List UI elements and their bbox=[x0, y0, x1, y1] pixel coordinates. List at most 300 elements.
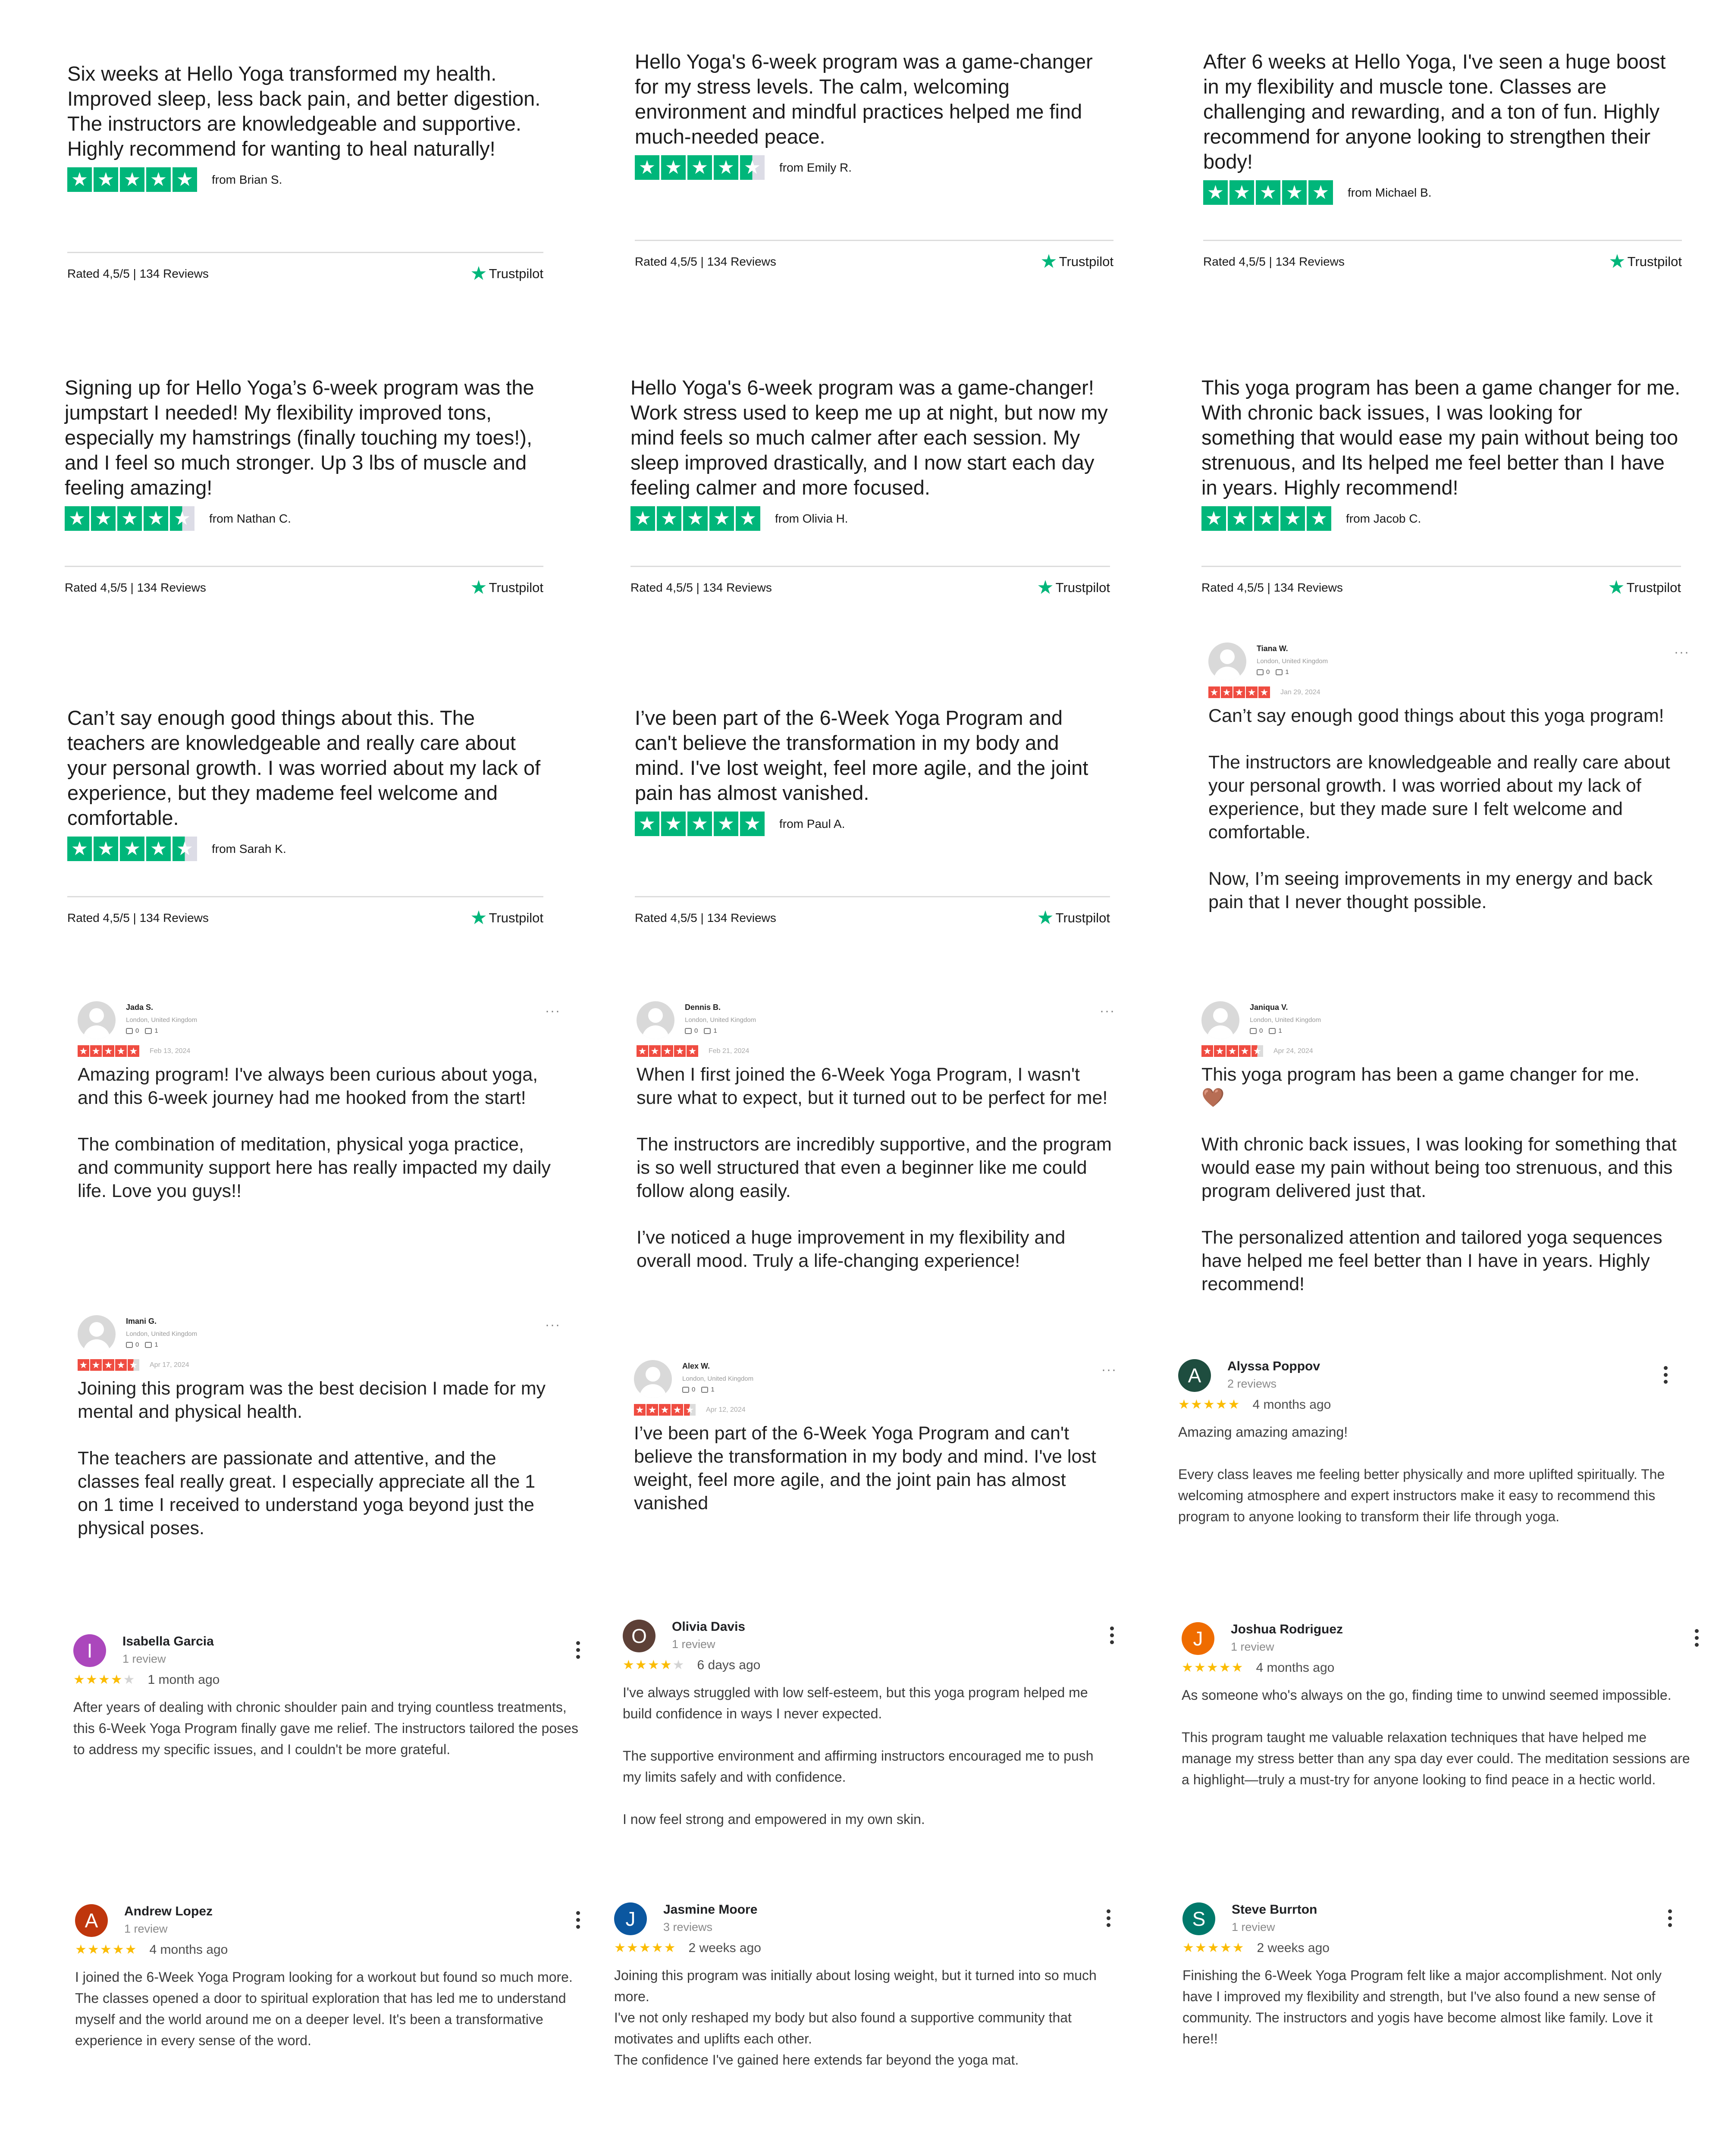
reviewer-name: from Brian S. bbox=[212, 172, 282, 186]
reviewer-header bbox=[1201, 1001, 1680, 1039]
star-icon: ★ bbox=[1215, 1398, 1228, 1412]
star-icon: ★ bbox=[1194, 1661, 1207, 1675]
review-count-icon bbox=[682, 1387, 689, 1393]
star-icon: ★ bbox=[1232, 1941, 1245, 1955]
star-icon: ★ bbox=[115, 1045, 127, 1057]
star-icon: ★ bbox=[634, 1404, 646, 1416]
reviewer-header bbox=[623, 1620, 1114, 1652]
rated-summary: Rated 4,5/5 | 134 Reviews bbox=[630, 581, 772, 594]
rating-row bbox=[634, 1404, 1113, 1416]
star-rating bbox=[635, 155, 1113, 180]
reviewer-name[interactable]: Dennis B. bbox=[685, 1003, 721, 1012]
star-icon: ★ bbox=[1178, 1398, 1191, 1412]
star-icon: ★ bbox=[170, 506, 194, 531]
rated-summary: Rated 4,5/5 | 134 Reviews bbox=[635, 911, 776, 924]
photo-count-icon bbox=[704, 1028, 711, 1034]
star-icon: ★ bbox=[740, 812, 765, 836]
reviewer-name[interactable]: Joshua Rodriguez bbox=[1231, 1622, 1343, 1636]
rated-summary: Rated 4,5/5 | 134 Reviews bbox=[67, 267, 209, 280]
star-icon: ★ bbox=[100, 1943, 113, 1957]
star-rating bbox=[623, 1658, 685, 1673]
star-icon: ★ bbox=[67, 837, 92, 861]
social-review-card bbox=[637, 1001, 1115, 1320]
star-icon: ★ bbox=[630, 506, 655, 531]
rating-row bbox=[1182, 1940, 1672, 1955]
rating-row bbox=[614, 1940, 1111, 1955]
reviewer-header bbox=[637, 1001, 1115, 1039]
trustpilot-star-icon: ★ bbox=[1037, 907, 1054, 928]
star-icon: ★ bbox=[1228, 506, 1252, 531]
star-icon: ★ bbox=[1201, 506, 1226, 531]
star-icon: ★ bbox=[649, 1045, 661, 1057]
avatar[interactable] bbox=[637, 1001, 674, 1039]
rated-summary: Rated 4,5/5 | 134 Reviews bbox=[1201, 581, 1343, 594]
reviewer-review-count: 3 reviews bbox=[663, 1921, 713, 1934]
star-icon: ★ bbox=[1190, 1398, 1203, 1412]
star-icon: ★ bbox=[1282, 180, 1307, 205]
photo-count-icon bbox=[145, 1028, 152, 1034]
star-icon: ★ bbox=[1219, 1661, 1232, 1675]
trustpilot-logo[interactable] bbox=[1609, 253, 1682, 270]
star-icon: ★ bbox=[103, 1045, 114, 1057]
star-rating bbox=[1178, 1397, 1241, 1412]
photo-count-icon bbox=[701, 1387, 708, 1393]
star-icon: ★ bbox=[1254, 506, 1279, 531]
rating-row bbox=[1178, 1397, 1668, 1412]
photo-count-icon bbox=[1276, 669, 1283, 675]
star-icon: ★ bbox=[1203, 1398, 1216, 1412]
review-count-icon bbox=[126, 1028, 133, 1034]
star-icon: ★ bbox=[1195, 1941, 1208, 1955]
rating-row bbox=[1208, 686, 1690, 698]
trustpilot-wordmark: Trustpilot bbox=[1055, 580, 1110, 595]
trustpilot-logo[interactable] bbox=[1037, 909, 1110, 927]
reviewer-name[interactable]: Olivia Davis bbox=[672, 1620, 746, 1634]
google-review-card bbox=[1182, 1622, 1699, 1864]
reviewer-header bbox=[1178, 1359, 1668, 1392]
photo-count bbox=[1269, 1027, 1282, 1034]
review-text: Can’t say enough good things about this yoga program! The instructors are knowledgeable and really care about your personal growth. I was worried about my lack of experience, but they made sure I felt welcome and comfortable. Now, I’m seeing improvements in my energy and back pain that I never thought possible. bbox=[1208, 705, 1670, 912]
more-options-icon[interactable] bbox=[576, 1641, 580, 1662]
review-text: After 6 weeks at Hello Yoga, I've seen a huge boost in my flexibility and muscle tone. Classes are challenging and rewarding, and a ton of fun. Highly recommend for anyone looking to strengthen their body! bbox=[1203, 50, 1666, 173]
rated-summary: Rated 4,5/5 | 134 Reviews bbox=[1203, 255, 1345, 268]
reviewer-location: London, United Kingdom bbox=[1250, 1016, 1321, 1024]
star-icon: ★ bbox=[657, 506, 681, 531]
review-text: This yoga program has been a game changer for me. 🤎 With chronic back issues, I was looking for something that would ease my pain without being too strenuous, and this program delivered just that. The personalized attention and tailored yoga sequences have helped me feel better than I have in years. Highly recommend! bbox=[1201, 1064, 1677, 1294]
reviewer-name[interactable]: Steve Burrton bbox=[1232, 1902, 1317, 1917]
review-date: 2 weeks ago bbox=[688, 1940, 761, 1955]
photo-count-value: 1 bbox=[711, 1386, 715, 1393]
rating-row bbox=[73, 1672, 580, 1687]
photo-count-value: 1 bbox=[1278, 1027, 1282, 1034]
review-date: Apr 17, 2024 bbox=[150, 1361, 189, 1369]
star-icon: ★ bbox=[659, 1404, 671, 1416]
avatar[interactable]: A bbox=[1178, 1359, 1211, 1392]
review-count bbox=[1250, 1027, 1263, 1034]
star-rating bbox=[1182, 1940, 1245, 1955]
reviewer-name: from Sarah K. bbox=[212, 842, 286, 856]
reviewer-header bbox=[614, 1902, 1111, 1935]
more-options-icon[interactable] bbox=[1668, 1909, 1672, 1930]
reviewer-location: London, United Kingdom bbox=[126, 1016, 198, 1024]
review-date: 4 months ago bbox=[1252, 1397, 1331, 1412]
avatar[interactable]: I bbox=[73, 1634, 106, 1667]
photo-count-icon bbox=[145, 1342, 152, 1348]
star-icon: ★ bbox=[1228, 1398, 1241, 1412]
star-icon: ★ bbox=[125, 1943, 138, 1957]
review-footer bbox=[1203, 240, 1682, 270]
star-icon: ★ bbox=[674, 1045, 686, 1057]
trustpilot-star-icon: ★ bbox=[1040, 251, 1057, 272]
star-icon: ★ bbox=[664, 1941, 677, 1955]
review-footer bbox=[1201, 566, 1681, 596]
star-icon: ★ bbox=[110, 1673, 123, 1687]
reviewer-name[interactable]: Alyssa Poppov bbox=[1227, 1359, 1320, 1373]
review-text: Hello Yoga's 6-week program was a game-changer for my stress levels. The calm, welcoming environment and mindful practices helped me find much-needed peace. bbox=[635, 50, 1093, 148]
more-options-icon[interactable]: ··· bbox=[1674, 645, 1690, 659]
review-text: Joining this program was the best decision I made for my mental and physical health. The teachers are passionate and attentive, and the classes feal really great. I especially appreciate all the 1 on 1 time I received to understand yoga beyond just the physical poses. bbox=[78, 1378, 546, 1539]
photo-count-value: 1 bbox=[1285, 668, 1289, 676]
reviewer-name[interactable]: Jasmine Moore bbox=[663, 1902, 758, 1917]
reviewer-header bbox=[1182, 1902, 1672, 1935]
star-icon: ★ bbox=[1208, 686, 1220, 698]
review-text: Amazing program! I've always been curious about yoga, and this 6-week journey had me hooked from the start! The combination of meditation, physical yoga practice, and community support here has really impacted my daily life. Love you guys!! bbox=[78, 1064, 551, 1201]
star-icon: ★ bbox=[65, 506, 89, 531]
rating-row bbox=[623, 1658, 1114, 1673]
star-icon: ★ bbox=[1233, 686, 1245, 698]
star-icon: ★ bbox=[94, 167, 118, 192]
star-icon: ★ bbox=[146, 837, 171, 861]
trustpilot-star-icon: ★ bbox=[470, 907, 487, 928]
avatar[interactable] bbox=[78, 1001, 116, 1039]
star-icon: ★ bbox=[146, 167, 171, 192]
star-icon: ★ bbox=[637, 1045, 648, 1057]
trustpilot-star-icon: ★ bbox=[1609, 251, 1626, 272]
star-icon: ★ bbox=[172, 837, 197, 861]
review-count-icon bbox=[1250, 1028, 1257, 1034]
more-options-icon[interactable]: ··· bbox=[1101, 1363, 1117, 1377]
reviewer-name[interactable]: Tiana W. bbox=[1257, 644, 1288, 653]
trustpilot-logo[interactable] bbox=[1608, 579, 1681, 596]
more-options-icon[interactable] bbox=[1695, 1629, 1699, 1650]
reviewer-name: from Michael B. bbox=[1348, 185, 1432, 199]
trustpilot-star-icon: ★ bbox=[1608, 577, 1625, 598]
social-review-card bbox=[78, 1001, 561, 1269]
review-count-icon bbox=[126, 1342, 133, 1348]
star-icon: ★ bbox=[687, 155, 712, 180]
star-icon: ★ bbox=[646, 1404, 658, 1416]
star-icon: ★ bbox=[1182, 1661, 1194, 1675]
photo-count bbox=[1276, 668, 1289, 676]
trustpilot-review-card bbox=[67, 705, 543, 938]
reviewer-review-count: 1 review bbox=[122, 1652, 166, 1665]
more-options-icon[interactable]: ··· bbox=[545, 1318, 561, 1332]
star-icon: ★ bbox=[67, 167, 92, 192]
reviewer-name[interactable]: Andrew Lopez bbox=[124, 1904, 213, 1918]
reviewer-name: from Paul A. bbox=[779, 817, 845, 830]
star-icon: ★ bbox=[94, 837, 118, 861]
review-text: Signing up for Hello Yoga’s 6-week program was the jumpstart I needed! My flexibility improved tons, especially my hamstrings (finally touching my toes!), and I feel so much stronger. Up 3 lbs of muscle and feeling amazing! bbox=[65, 376, 534, 499]
star-icon: ★ bbox=[172, 167, 197, 192]
review-count bbox=[685, 1027, 698, 1034]
star-rating bbox=[630, 506, 1110, 531]
star-rating bbox=[78, 1359, 139, 1371]
review-footer bbox=[635, 896, 1110, 927]
reviewer-review-count: 1 review bbox=[124, 1922, 168, 1935]
avatar[interactable] bbox=[78, 1315, 116, 1353]
star-rating bbox=[1182, 1660, 1244, 1675]
trustpilot-review-card bbox=[1201, 375, 1681, 608]
social-review-card bbox=[634, 1360, 1117, 1584]
reviewer-counts bbox=[126, 1027, 197, 1034]
more-options-icon[interactable] bbox=[1107, 1909, 1111, 1930]
review-text: When I first joined the 6-Week Yoga Program, I wasn't sure what to expect, but it turned out to be perfect for me! The instructors are incredibly supportive, and the program is so well structured that even a beginner like me could follow along easily. I’ve noticed a huge improvement in my flexibility and overall mood. Truly a life-changing experience! bbox=[637, 1064, 1112, 1271]
star-icon: ★ bbox=[687, 812, 712, 836]
star-icon: ★ bbox=[684, 1404, 696, 1416]
star-rating bbox=[67, 167, 543, 192]
star-icon: ★ bbox=[90, 1359, 102, 1371]
more-options-icon[interactable] bbox=[1664, 1366, 1668, 1387]
star-rating bbox=[1203, 180, 1682, 205]
review-count-value: 0 bbox=[1266, 668, 1270, 676]
review-footer bbox=[67, 896, 543, 927]
review-text: After years of dealing with chronic shoulder pain and trying countless treatments, this 6-Week Yoga Program finally gave me relief. The instructors tailored the poses to address my specific issues, and I couldn't be more grateful. bbox=[73, 1699, 578, 1757]
review-date: Feb 13, 2024 bbox=[150, 1047, 191, 1055]
reviewer-header bbox=[1182, 1622, 1699, 1655]
star-icon: ★ bbox=[1258, 686, 1270, 698]
review-count-icon bbox=[685, 1028, 692, 1034]
star-icon: ★ bbox=[1220, 1941, 1233, 1955]
reviewer-header bbox=[73, 1634, 580, 1667]
trustpilot-logo[interactable] bbox=[1037, 579, 1110, 596]
star-icon: ★ bbox=[112, 1943, 125, 1957]
trustpilot-review-card bbox=[65, 375, 543, 608]
review-date: 4 months ago bbox=[149, 1942, 228, 1957]
star-icon: ★ bbox=[626, 1941, 639, 1955]
star-icon: ★ bbox=[709, 506, 734, 531]
reviewer-review-count: 1 review bbox=[1232, 1921, 1275, 1934]
star-rating bbox=[65, 506, 543, 531]
google-review-card bbox=[623, 1620, 1114, 1861]
star-rating bbox=[614, 1940, 677, 1955]
trustpilot-star-icon: ★ bbox=[470, 263, 487, 284]
reviewer-name[interactable]: Janiqua V. bbox=[1250, 1003, 1288, 1012]
reviewer-name[interactable]: Alex W. bbox=[682, 1362, 710, 1370]
star-icon: ★ bbox=[651, 1941, 664, 1955]
star-icon: ★ bbox=[647, 1658, 660, 1672]
social-review-card bbox=[1201, 1001, 1680, 1329]
trustpilot-logo[interactable] bbox=[1040, 253, 1113, 270]
reviewer-header bbox=[78, 1001, 561, 1039]
trustpilot-wordmark: Trustpilot bbox=[1626, 580, 1681, 595]
star-icon: ★ bbox=[1182, 1941, 1195, 1955]
review-text: Can’t say enough good things about this. The teachers are knowledgeable and really care about your personal growth. I was worried about my lack of experience, but they mademe feel welcome and comfortable. bbox=[67, 706, 541, 829]
avatar[interactable]: O bbox=[623, 1620, 656, 1652]
trustpilot-review-card bbox=[67, 61, 543, 294]
rated-summary: Rated 4,5/5 | 134 Reviews bbox=[67, 911, 209, 924]
reviewer-location: London, United Kingdom bbox=[1257, 658, 1328, 665]
star-icon: ★ bbox=[639, 1941, 652, 1955]
avatar[interactable] bbox=[1208, 642, 1246, 680]
photo-count-value: 1 bbox=[154, 1027, 158, 1034]
star-rating bbox=[1201, 506, 1681, 531]
reviewer-name: from Emily R. bbox=[779, 160, 852, 174]
star-icon: ★ bbox=[1229, 180, 1254, 205]
review-date: 1 month ago bbox=[147, 1672, 220, 1687]
review-date: 2 weeks ago bbox=[1257, 1940, 1330, 1955]
social-review-card bbox=[1208, 642, 1690, 970]
trustpilot-review-card bbox=[630, 375, 1110, 608]
star-icon: ★ bbox=[1214, 1045, 1226, 1057]
star-rating bbox=[634, 1404, 696, 1416]
trustpilot-logo[interactable] bbox=[470, 579, 543, 596]
star-icon: ★ bbox=[1203, 180, 1228, 205]
review-footer bbox=[67, 252, 543, 282]
review-text: This yoga program has been a game changer for me. With chronic back issues, I was looking for something that would ease my pain without being too strenuous, and Its helped me feel better than I have in years. Highly recommend! bbox=[1201, 376, 1681, 499]
trustpilot-review-card bbox=[635, 49, 1113, 282]
star-rating bbox=[73, 1672, 136, 1687]
star-icon: ★ bbox=[687, 1045, 698, 1057]
more-options-icon[interactable]: ··· bbox=[545, 1004, 561, 1018]
star-icon: ★ bbox=[90, 1045, 102, 1057]
reviewer-counts bbox=[685, 1027, 756, 1034]
star-icon: ★ bbox=[661, 155, 686, 180]
star-icon: ★ bbox=[144, 506, 168, 531]
star-icon: ★ bbox=[740, 155, 765, 180]
star-icon: ★ bbox=[635, 155, 659, 180]
star-icon: ★ bbox=[115, 1359, 127, 1371]
more-options-icon[interactable]: ··· bbox=[1100, 1004, 1115, 1018]
star-icon: ★ bbox=[635, 812, 659, 836]
avatar[interactable]: J bbox=[614, 1902, 647, 1935]
review-date: Jan 29, 2024 bbox=[1280, 688, 1320, 696]
rating-row bbox=[1182, 1660, 1699, 1675]
review-count-icon bbox=[1257, 669, 1264, 675]
trustpilot-review-card bbox=[1203, 49, 1682, 282]
rating-row bbox=[1201, 1045, 1680, 1057]
trustpilot-wordmark: Trustpilot bbox=[489, 910, 543, 925]
trustpilot-logo[interactable] bbox=[470, 265, 543, 282]
photo-count bbox=[145, 1341, 158, 1348]
reviewer-name: from Olivia H. bbox=[775, 511, 848, 525]
reviewer-header bbox=[634, 1360, 1117, 1398]
reviewer-counts bbox=[1257, 668, 1328, 676]
reviewer-counts bbox=[126, 1341, 197, 1348]
star-rating bbox=[75, 1942, 138, 1957]
review-date: Apr 24, 2024 bbox=[1273, 1047, 1313, 1055]
trustpilot-star-icon: ★ bbox=[1037, 577, 1054, 598]
star-icon: ★ bbox=[671, 1404, 683, 1416]
review-count bbox=[126, 1027, 139, 1034]
photo-count bbox=[145, 1027, 158, 1034]
more-options-icon[interactable] bbox=[1110, 1626, 1114, 1647]
star-rating bbox=[1208, 686, 1270, 698]
avatar[interactable]: J bbox=[1182, 1622, 1214, 1655]
review-text: Amazing amazing amazing! Every class leaves me feeling better physically and more uplifted spiritually. The welcoming atmosphere and expert instructors make it easy to recommend this program to anyone looking to transform their life through yoga. bbox=[1178, 1424, 1665, 1524]
star-icon: ★ bbox=[1280, 506, 1305, 531]
star-icon: ★ bbox=[1201, 1045, 1213, 1057]
avatar[interactable] bbox=[1201, 1001, 1239, 1039]
star-icon: ★ bbox=[614, 1941, 627, 1955]
review-count bbox=[682, 1386, 695, 1393]
star-icon: ★ bbox=[1207, 1941, 1220, 1955]
star-rating bbox=[637, 1045, 698, 1057]
star-icon: ★ bbox=[714, 155, 738, 180]
reviewer-name[interactable]: Imani G. bbox=[126, 1317, 157, 1326]
review-date: Apr 12, 2024 bbox=[706, 1406, 746, 1413]
photo-count-icon bbox=[1269, 1028, 1276, 1034]
star-icon: ★ bbox=[1239, 1045, 1251, 1057]
reviewer-location: London, United Kingdom bbox=[682, 1375, 754, 1382]
reviewer-name[interactable]: Jada S. bbox=[126, 1003, 154, 1012]
star-icon: ★ bbox=[661, 812, 686, 836]
star-icon: ★ bbox=[128, 1045, 139, 1057]
review-date: 4 months ago bbox=[1256, 1660, 1335, 1675]
star-icon: ★ bbox=[91, 506, 116, 531]
rating-row bbox=[78, 1045, 552, 1057]
reviewer-review-count: 1 review bbox=[1231, 1640, 1274, 1653]
star-icon: ★ bbox=[714, 812, 738, 836]
more-options-icon[interactable] bbox=[576, 1911, 580, 1932]
review-text: I’ve been part of the 6-Week Yoga Program and can't believe the transformation in my body and mind. I've lost weight, feel more agile, and the joint pain has almost vanished. bbox=[635, 706, 1088, 804]
trustpilot-wordmark: Trustpilot bbox=[1627, 254, 1682, 269]
photo-count-value: 1 bbox=[713, 1027, 717, 1034]
star-icon: ★ bbox=[75, 1943, 88, 1957]
trustpilot-logo[interactable] bbox=[470, 909, 543, 927]
google-review-card bbox=[614, 1902, 1111, 2109]
photo-count bbox=[704, 1027, 717, 1034]
star-icon: ★ bbox=[78, 1359, 89, 1371]
star-icon: ★ bbox=[1256, 180, 1280, 205]
review-count bbox=[126, 1341, 139, 1348]
star-icon: ★ bbox=[736, 506, 760, 531]
trustpilot-wordmark: Trustpilot bbox=[489, 580, 543, 595]
reviewer-location: London, United Kingdom bbox=[126, 1330, 198, 1338]
review-date: Feb 21, 2024 bbox=[709, 1047, 750, 1055]
reviewer-review-count: 1 review bbox=[672, 1638, 715, 1651]
star-icon: ★ bbox=[120, 837, 144, 861]
reviewer-header bbox=[1208, 642, 1690, 680]
review-footer bbox=[635, 240, 1113, 270]
star-icon: ★ bbox=[117, 506, 142, 531]
star-icon: ★ bbox=[1206, 1661, 1219, 1675]
star-icon: ★ bbox=[128, 1359, 139, 1371]
star-icon: ★ bbox=[98, 1673, 111, 1687]
rated-summary: Rated 4,5/5 | 134 Reviews bbox=[65, 581, 206, 594]
star-icon: ★ bbox=[1231, 1661, 1244, 1675]
reviewer-name[interactable]: Isabella Garcia bbox=[122, 1634, 214, 1648]
rated-summary: Rated 4,5/5 | 134 Reviews bbox=[635, 255, 776, 268]
review-date: 6 days ago bbox=[697, 1658, 761, 1672]
review-text: Joining this program was initially about losing weight, but it turned into so much more. I've not only reshaped my body but also found a supportive community that motivates and uplifts each other. The confidence I've gained here extends far beyond the yoga mat. bbox=[614, 1968, 1097, 2068]
reviewer-header bbox=[78, 1315, 561, 1353]
avatar[interactable]: A bbox=[75, 1904, 108, 1937]
review-count-value: 0 bbox=[1259, 1027, 1263, 1034]
reviewer-name: from Jacob C. bbox=[1346, 511, 1421, 525]
star-icon: ★ bbox=[120, 167, 144, 192]
trustpilot-wordmark: Trustpilot bbox=[1059, 254, 1113, 269]
avatar[interactable] bbox=[634, 1360, 672, 1398]
trustpilot-wordmark: Trustpilot bbox=[1055, 910, 1110, 925]
star-icon: ★ bbox=[1308, 180, 1333, 205]
google-review-card bbox=[1182, 1902, 1672, 2109]
star-icon: ★ bbox=[85, 1673, 98, 1687]
star-icon: ★ bbox=[87, 1943, 100, 1957]
star-rating bbox=[78, 1045, 139, 1057]
social-review-card bbox=[78, 1315, 561, 1583]
avatar[interactable]: S bbox=[1182, 1902, 1215, 1935]
star-icon: ★ bbox=[623, 1658, 635, 1672]
